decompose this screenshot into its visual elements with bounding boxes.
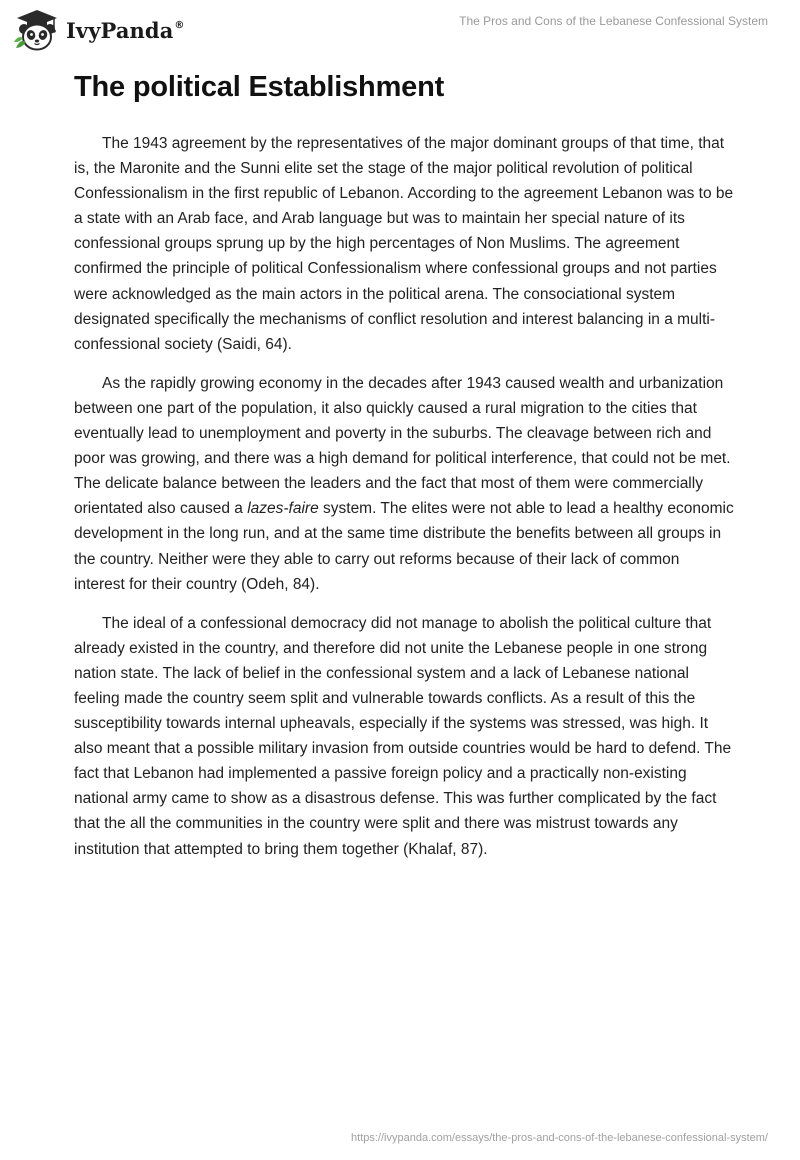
brand-name: IvyPanda® — [66, 17, 185, 43]
paragraph-2-text-before: As the rapidly growing economy in the decades after 1943 caused wealth and urbanization between one part of the population, it also quickly caused a rural migration to the cities that eventually lead to unemployment and poverty in the suburbs. The cleavage between rich and poor was growing, and there was a high demand for political interference, that could not be met. The delicate balance between the leaders and the fact that most of them were commercially orientated also caused a — [74, 374, 731, 518]
paragraph-2 — [74, 371, 734, 597]
registered-mark: ® — [174, 19, 185, 31]
essay-body — [74, 131, 734, 876]
paragraph-1: The 1943 agreement by the representatives of the major dominant groups of that time, that is, the Maronite and the Sunni elite set the stage of the major political revolution of political Confessionalism in the first republic of Lebanon. According to the agreement Lebanon was to be a state with an Arab face, and Arab language but was to maintain her special nature of its confessional groups sprung up by the high percentages of Non Muslims. The agreement confirmed the principle of political Confessionalism where confessional groups and not parties were acknowledged as the main actors in the political arena. The consociational system designated specifically the mechanisms of conflict resolution and interest balancing in a multi-confessional society (Saidi, 64). — [74, 135, 734, 353]
document-title: The Pros and Cons of the Lebanese Confessional System — [459, 14, 768, 28]
paragraph-2-text-after: system. The elites were not able to lead a healthy economic development in the long run, and at the same time distribute the benefits between all groups in the country. Neither were they able to carry out reforms because of their lack of common interest for their country (Odeh, 84). — [74, 500, 734, 593]
section-heading: The political Establishment — [74, 71, 445, 103]
panda-logo-icon — [14, 8, 60, 52]
source-url[interactable]: https://ivypanda.com/essays/the-pros-and-cons-of-the-lebanese-confessional-system/ — [351, 1132, 768, 1144]
brand-logo[interactable] — [14, 8, 185, 52]
paragraph-2-italic-term: lazes-faire — [247, 500, 319, 518]
paragraph-3: The ideal of a confessional democracy did not manage to abolish the political culture that already existed in the country, and therefore did not unite the Lebanese people in one strong nation state. The lack of belief in the confessional system and a lack of Lebanese national feeling made the country seem split and vulnerable towards conflicts. As a result of this the susceptibility towards internal upheavals, especially if the systems was stressed, was high. It also meant that a possible military invasion from outside countries would be hard to defend. The fact that Lebanon had implemented a passive foreign policy and a practically non-existing national army came to show as a disastrous defense. This was further complicated by the fact that the all the communities in the country were split and there was mistrust towards any institution that attempted to bring them together (Khalaf, 87). — [74, 614, 732, 858]
page-header — [0, 0, 800, 62]
